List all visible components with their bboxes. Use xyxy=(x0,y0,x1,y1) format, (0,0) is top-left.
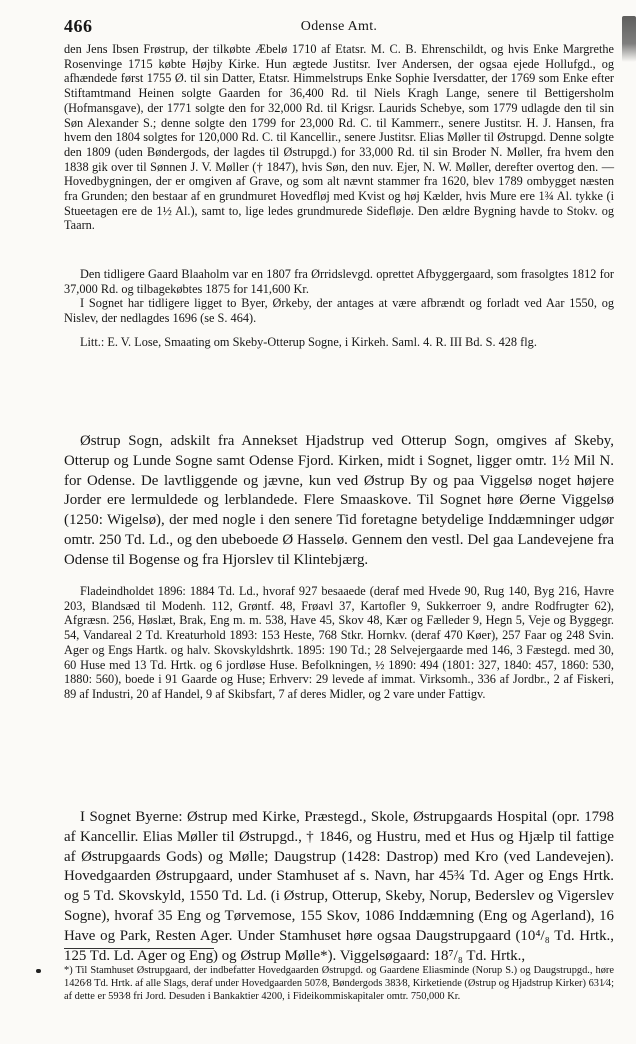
running-head: Odense Amt. xyxy=(300,19,378,34)
footnote-rule xyxy=(64,948,214,949)
paragraph-ostrup-sogn: Østrup Sogn, adskilt fra Annekset Hjadstrup ved Otterup Sogn, omgives af Skeby, Otterup og Lunde Sogne samt Odense Fjord. Kirken, midt i Sognet, ligger omtr. 1½ Mil N. for Odense. De lavtliggende og jævne, kun ved Østrup By og paa Viggelsø noget højere Jorder ere lermuldede og lerblandede. Flere Smaaskove. Til Sognet høre Øerne Viggelsø (1250: Wigelsø), der med nogle i den senere Tid foretagne betydelige Inddæmninger udgør omtr. 250 Td. Ld., og den ubeboede Ø Hasselø. Gennem den vestl. Del gaa Landevejene fra Odense til Bogense og fra Hjorslev til Klintebjærg. xyxy=(64,433,614,568)
paragraph-blaaholm: Den tidligere Gaard Blaaholm var en 1807 fra Ørridslevgd. oprettet Afbyggergaard, som frasolgtes 1812 for 37,000 Rd. og tilbagekøbtes 1875 for 141,600 Kr. xyxy=(64,267,614,296)
page-edge-mark xyxy=(622,16,636,62)
page-number: 466 xyxy=(64,16,93,36)
paragraph-villages: I Sognet Byerne: Østrup med Kirke, Præstegd., Skole, Østrupgaards Hospital (opr. 1798 af Kancellir. Elias Møller til Østrupgd., † 1846, og Hustru, med et Hus og Hjælp til fattige af Østrupgaards Gods) og Mølle; Daugstrup (1428: Dastrop) med Kro (ved Landevejen). Hovedgaarden Østrupgaard, under Stamhuset af s. Navn, har 45¾ Td. Ager og Engs Hrtk. og 5 Td. Skovskyld, 1550 Td. Ld. (i Østrup, Otterup, Skeby, Norup, Bederslev og Vigerslev Sogne), hvoraf 35 Eng og Tørvemose, 155 Skov, 1086 Inddæmning (Eng og Agerland), 16 Have og Park, Resten Ager. Under Stamhuset høre ogsaa Daugstrupgaard (10⁴/₈ Td. Hrtk., 125 Td. Ld. Ager og Eng) og Østrup Mølle*). Viggelsøgaard: 18⁷/₈ Td. Hrtk., xyxy=(64,809,614,964)
footnote: *) Til Stamhuset Østrupgaard, der indbefatter Hovedgaarden Østrupgd. og Gaardene Eliasminde (Norup S.) og Daugstrupgd., høre 1426⁄8 Td. Hrtk. af alle Slags, deraf under Hovedgaarden 507⁄8, Bøndergods 383⁄8, Kirketiende (Østrup og Hjadstrup Kirker) 631⁄4; af dette er 593⁄8 fri Jord. Desuden i Bankaktier 4200, i Fideikommiskapitaler omtr. 750,000 Kr. xyxy=(64,965,614,1002)
margin-dot xyxy=(36,969,41,973)
page-header xyxy=(64,16,614,40)
paragraph-literature: Litt.: E. V. Lose, Smaating om Skeby-Otterup Sogne, i Kirkeh. Saml. 4. R. III Bd. S. 428 flg. xyxy=(80,335,537,349)
paragraph-former-villages: I Sognet har tidligere ligget to Byer, Ørkeby, der antages at være afbrændt og forladt ved Aar 1550, og Nislev, der nedlagdes 1696 (se S. 464). xyxy=(64,296,614,325)
paragraph-estate-history: den Jens Ibsen Frøstrup, der tilkøbte Æbelø 1710 af Etatsr. M. C. B. Ehrenschildt, og hvis Enke Margrethe Rosenvinge 1715 købte Højby Kirke. Hun ægtede Justitsr. Iver Andersen, der ogsaa ejede Hollufgd., og afhændede først 1755 Ø. til sin Datter, Etatsr. Himmelstrups Enke Sophie Iversdatter, der 1769 som Enke efter Stiftamtmand Heinen solgte Gaarden for 36,400 Rd. til Niels Kragh Lange, senere til Bettigersholm (Hofmansgave), der 1771 solgte den for 32,000 Rd. til Krigsr. Laurids Schebye, som 1779 udlagde den til sin Søn Alexander S.; denne solgte den 1799 for 23,000 Rd. C. til Kammerr., senere Justitsr. H. J. Hansen, fra hvem den 1804 solgtes for 120,000 Rd. C. til Kancellir., senere Justitsr. Elias Møller til Østrupgd. Denne solgte den 1809 (uden Bøndergods, der lagdes til Østrupgd.) for 33,000 Rd. til sin Broder N. Møller, fra hvem den 1838 gik over til Sønnen J. V. Møller († 1847), hvis Søn, den nuv. Ejer, N. W. Møller, derefter overtog den. — Hovedbygningen, der er omgiven af Grave, og som alt nævnt stammer fra 1620, blev 1789 ombygget næsten fra Grunden; den bestaar af en grundmuret Hovedfløj med Kvist og høj Kælder, hvis Mure ere 1¾ Al. tykke (i Stueetagen ere de 1½ Al.), samt to, lige ledes grundmurede Sidefløje. Den ældre Bygning havde to Stokv. og Taarn. xyxy=(64,42,614,233)
paragraph-statistics: Fladeindholdet 1896: 1884 Td. Ld., hvoraf 927 besaaede (deraf med Hvede 90, Rug 140, Byg 216, Havre 203, Blandsæd til Modenh. 112, Grøntf. 48, Frøavl 37, Kartofler 9, Sukkerroer 9, andre Rodfrugter 62), Afgræsn. 256, Høslæt, Brak, Eng m. m. 538, Have 45, Skov 48, Kær og Fælleder 9, Hegn 5, Veje og Byggegr. 54, Vandareal 2 Td. Kreaturhold 1893: 153 Heste, 768 Stkr. Hornkv. (deraf 470 Køer), 257 Faar og 248 Svin. Ager og Engs Hartk. og halv. Skovskyldshrtk. 1895: 190 Td.; 28 Selvejergaarde med 146, 3 Fæstegd. med 30, 60 Huse med 13 Td. Hrtk. og 6 jordløse Huse. Befolkningen, ½ 1890: 494 (1801: 327, 1840: 457, 1860: 530, 1880: 560), boede i 91 Gaarde og Huse; Erhverv: 29 levede af immat. Virksomh., 336 af Jordbr., 2 af Fiskeri, 89 af Industri, 20 af Handel, 9 af Skibsfart, 7 af deres Midler, og 2 vare under Fattigv. xyxy=(64,584,614,701)
